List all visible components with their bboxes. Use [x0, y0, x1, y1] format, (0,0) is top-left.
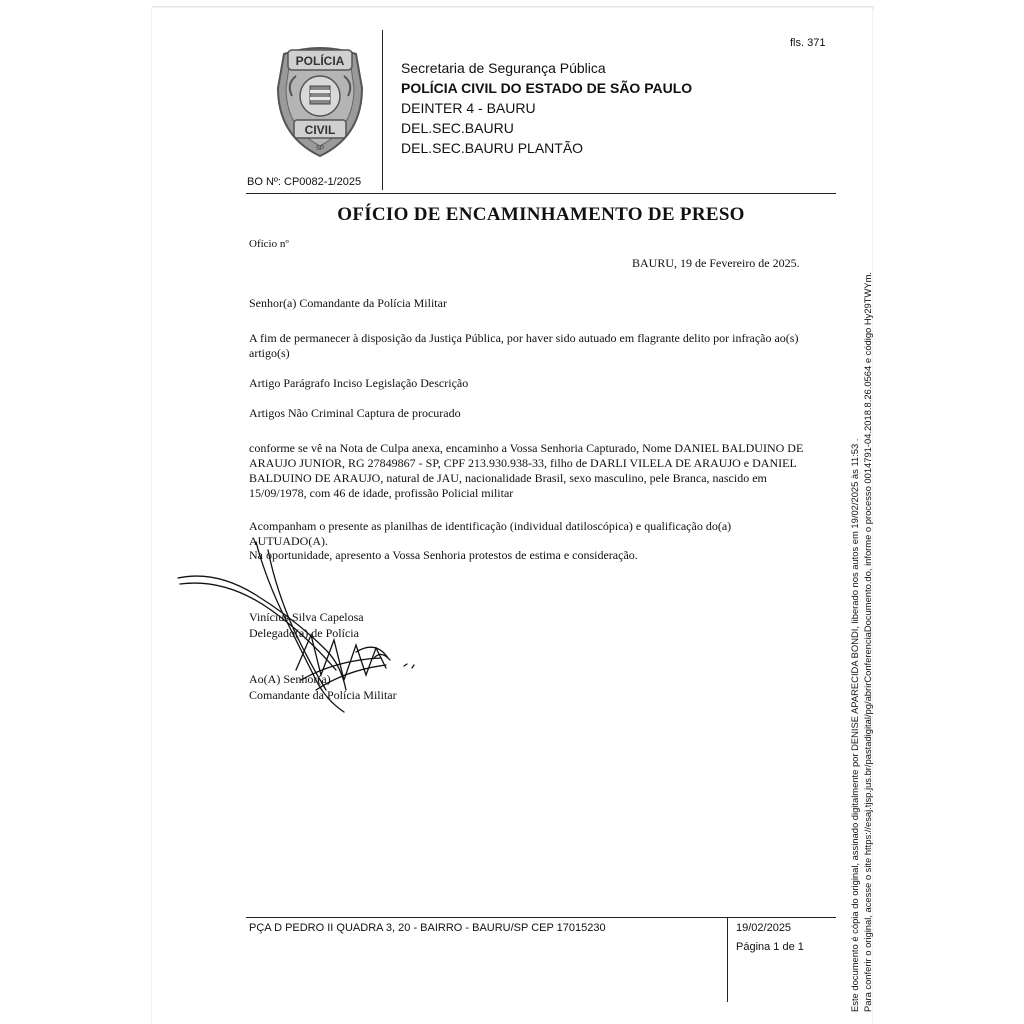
header-divider — [382, 30, 383, 190]
document-page — [152, 8, 872, 1024]
paragraph-attachments: Acompanham o presente as planilhas de identificação (individual datiloscópica) e qualificação do(a) AUTUADO(A). — [249, 519, 732, 548]
stamp-line-1: Este documento é cópia do original, assinado digitalmente por DENISE APARECIDA BONDI, liberado nos autos em 19/02/2025 às 11:53 . — [849, 438, 860, 1012]
sheet-number: fls. 371 — [790, 37, 826, 49]
footer-rule — [246, 917, 836, 918]
header-policia-civil: POLÍCIA CIVIL DO ESTADO DE SÃO PAULO — [401, 80, 693, 96]
policia-civil-seal — [272, 40, 368, 160]
handwritten-signature — [176, 540, 426, 720]
header-rule — [246, 193, 836, 194]
footer-divider — [727, 917, 728, 1002]
header-deinter: DEINTER 4 - BAURU — [401, 100, 536, 116]
footer-date: 19/02/2025 — [736, 922, 792, 934]
articles-header: Artigo Parágrafo Inciso Legislação Descrição — [249, 376, 469, 390]
digital-signature-stamp — [848, 152, 874, 1012]
footer-page-number: Página 1 de 1 — [736, 941, 804, 953]
bo-number: BO Nº: CP0082-1/2025 — [247, 176, 362, 188]
salutation: Senhor(a) Comandante da Polícia Militar — [249, 296, 447, 310]
footer-address: PÇA D PEDRO II QUADRA 3, 20 - BAIRRO - BAURU/SP CEP 17015230 — [249, 922, 606, 934]
date-line: BAURU, 19 de Fevereiro de 2025. — [632, 256, 800, 270]
stamp-line-2: Para conferir o original, acesse o site https://esaj.tjsp.jus.br/pastadigital/pg/abrirConferenciaDocumento.do, informe o processo 0014791-04.2018.8.26.0564 e código Hy29TWYm. — [862, 272, 873, 1012]
header-block — [401, 58, 692, 158]
addressee-line-2: Comandante da Polícia Militar — [249, 688, 397, 702]
paragraph-closing: Na oportunidade, apresento a Vossa Senhoria protestos de estima e consideração. — [249, 548, 638, 562]
header-secretaria: Secretaria de Segurança Pública — [401, 60, 606, 76]
header-del-sec: DEL.SEC.BAURU — [401, 120, 514, 136]
articles-row: Artigos Não Criminal Captura de procurado — [249, 406, 461, 420]
paragraph-intro: A fim de permanecer à disposição da Justiça Pública, por haver sido autuado em flagrante delito por infração ao(s) artigo(s) — [249, 331, 799, 360]
oficio-label: Ofício nº — [249, 238, 289, 250]
seal-text-sp: SP — [315, 146, 325, 152]
signer-name: Vinícius Silva Capelosa — [249, 610, 364, 624]
seal-text-top: POLÍCIA — [295, 54, 345, 68]
header-del-sec-plantao: DEL.SEC.BAURU PLANTÃO — [401, 140, 584, 156]
paragraph-details: conforme se vê na Nota de Culpa anexa, encaminho a Vossa Senhoria Capturado, Nome DANIEL BALDUINO DE ARAUJO JUNIOR, RG 27849867 - SP, CPF 213.930.938-33, filho de DARLI VILELA DE ARAUJO e DANIEL BALDUINO DE ARAUJO, natural de JAU, nacionalidade Brasil, sexo masculino, pele Branca, nascido em 15/09/1978, com 46 de idade, profissão Policial militar — [249, 441, 804, 500]
document-title: OFÍCIO DE ENCAMINHAMENTO DE PRESO — [337, 204, 745, 225]
signer-role: Delegado(a) de Polícia — [249, 626, 359, 640]
addressee-line-1: Ao(A) Senhor(a) — [249, 672, 331, 686]
seal-text-bottom: CIVIL — [304, 123, 336, 137]
